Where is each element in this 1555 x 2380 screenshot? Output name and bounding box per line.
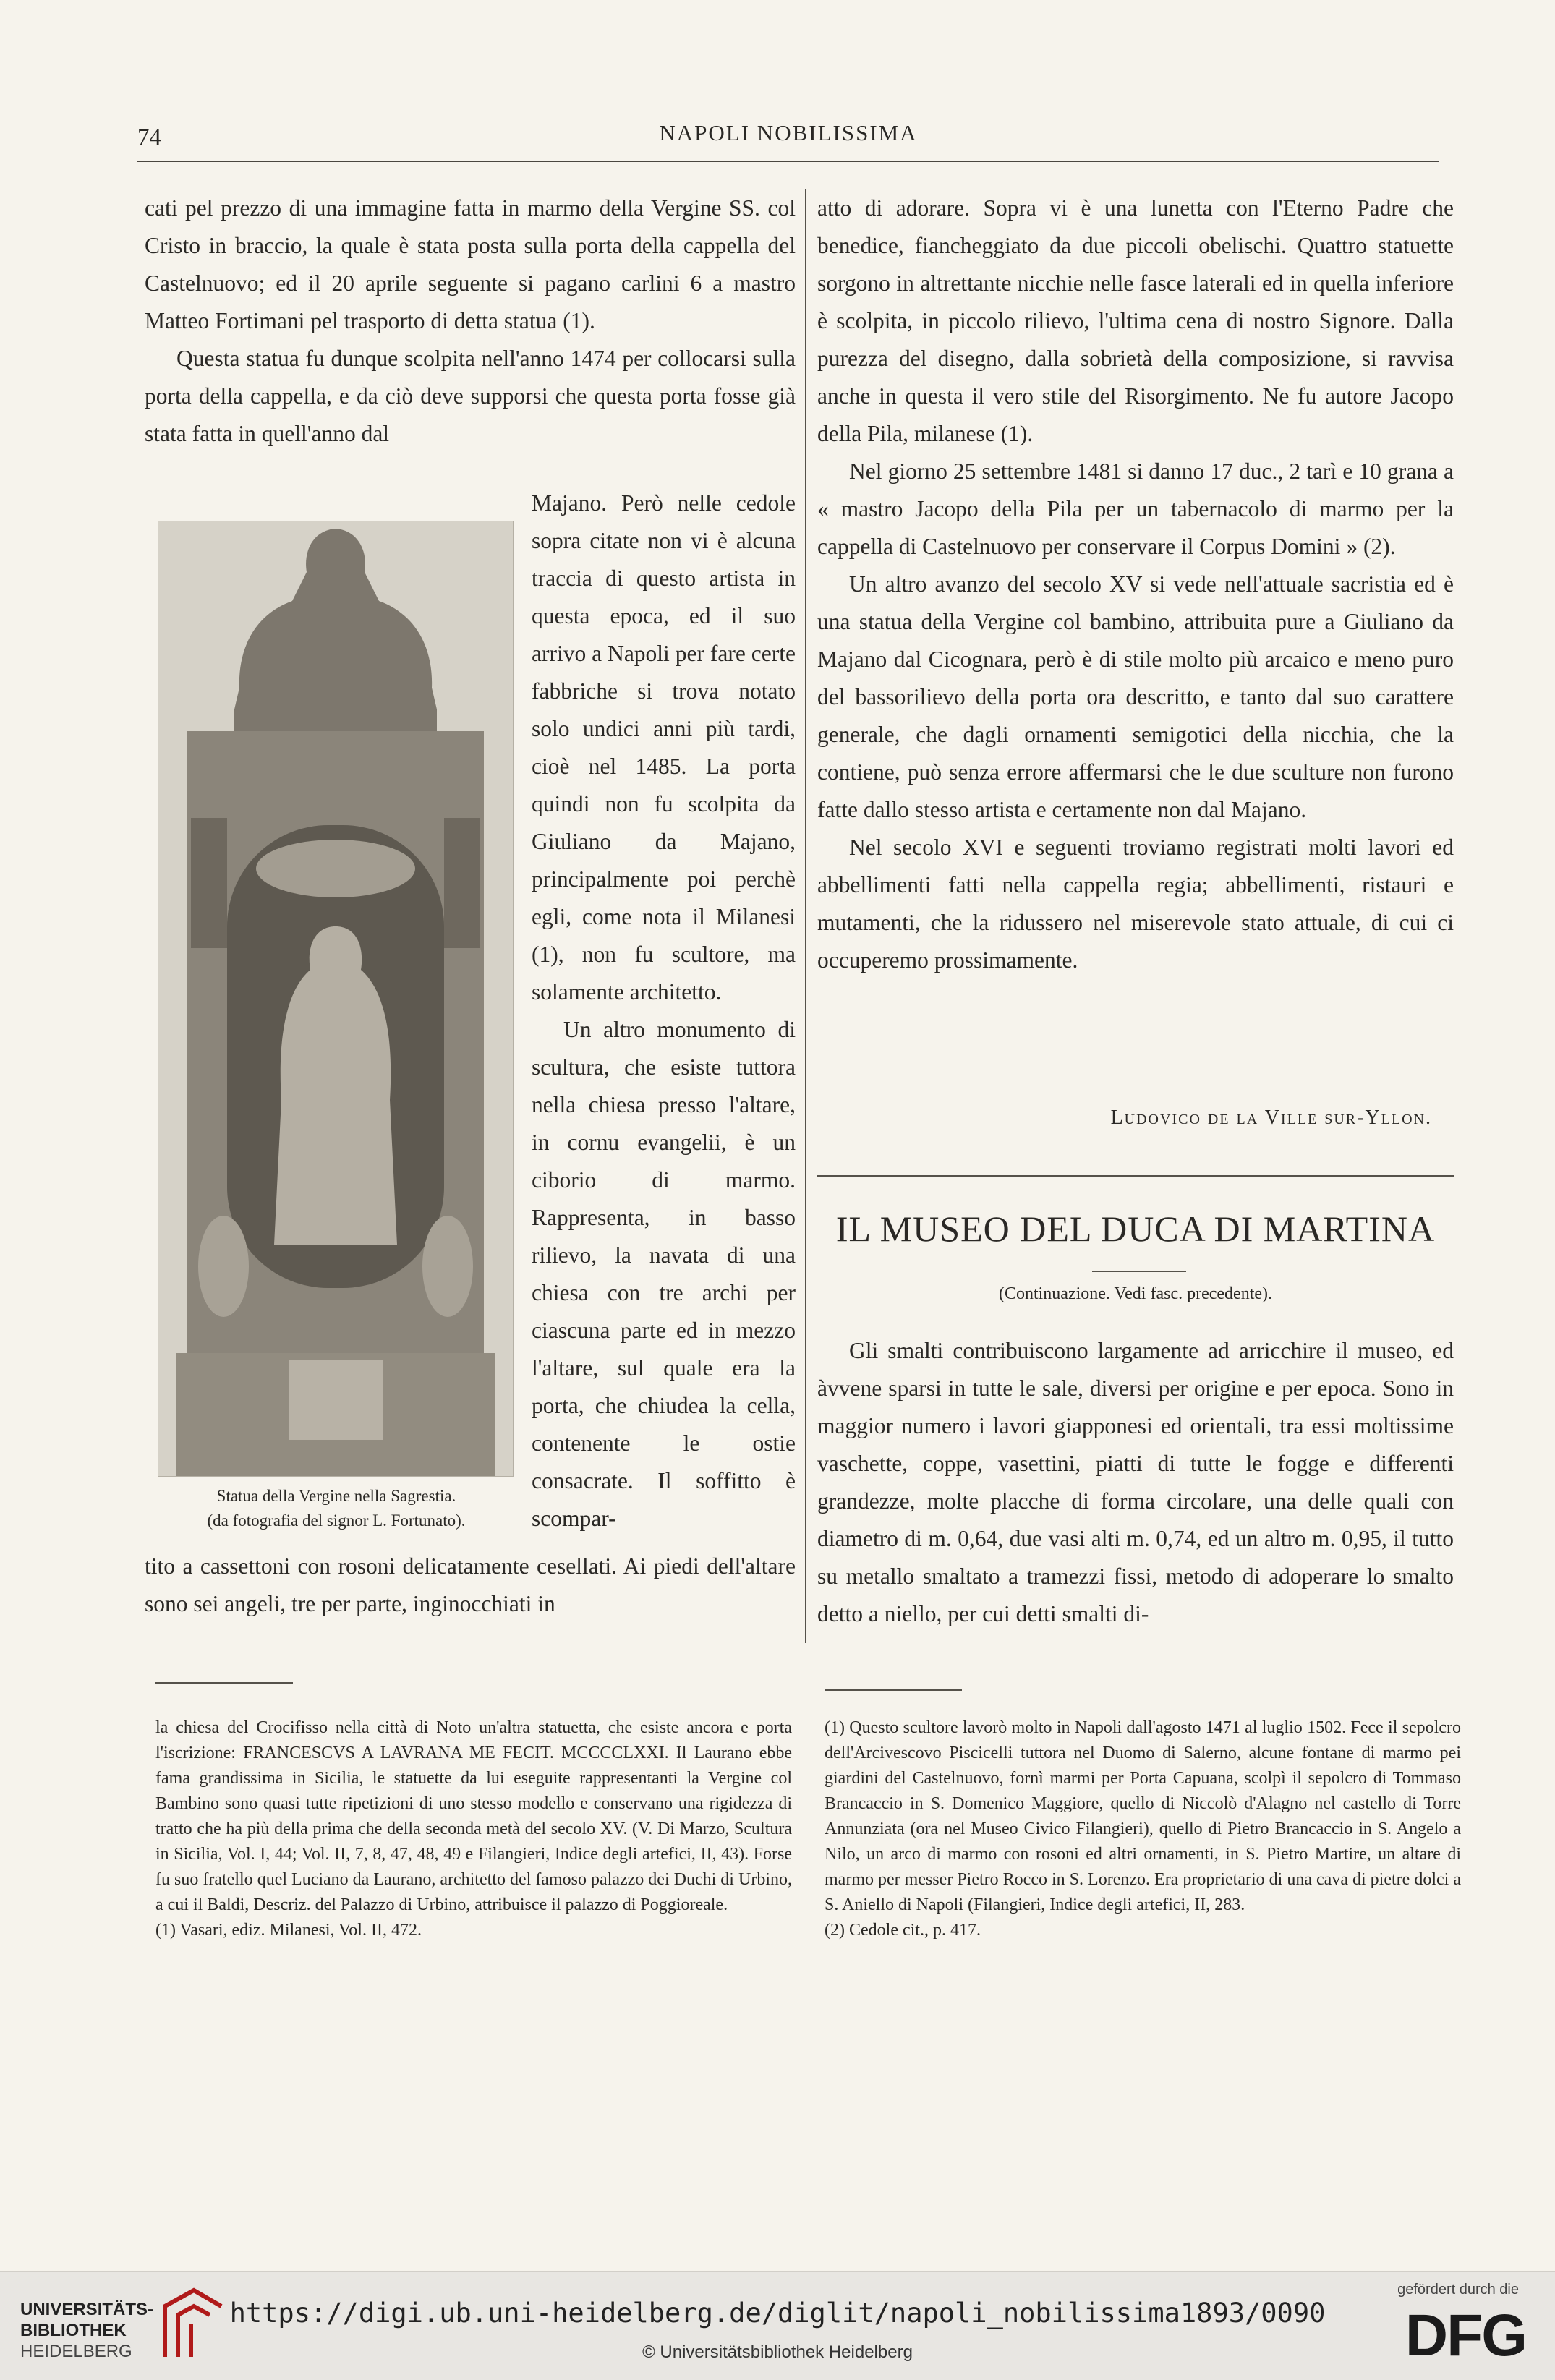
right-column — [817, 189, 1454, 979]
right-paragraph-1: atto di adorare. Sopra vi è una lunetta con l'Eterno Padre che benedice, fiancheggiato da due piccoli obelischi. Quattro statuette sorgono in altrettante nicchie nelle fasce laterali ed in quella inferiore è scolpita, in piccolo rilievo, l'ultima cena di nostro Signore. Dalla purezza del disegno, dalla sobrietà della composizione, si ravvisa anche in questa il vero stile del Risorgimento. Ne fu autore Jacopo della Pila, milanese (1). — [817, 195, 1454, 446]
page-header — [137, 117, 1439, 161]
page-number: 74 — [137, 124, 161, 150]
logo-line-3: HEIDELBERG — [20, 2342, 132, 2361]
column-divider — [805, 189, 806, 1643]
museo-body — [817, 1332, 1454, 1633]
footnote-2-right: (2) Cedole cit., p. 417. — [825, 1921, 981, 1940]
footnote-1-right: (1) Questo scultore lavorò molto in Napoli dall'agosto 1471 al luglio 1502. Fece il sepolcro dell'Arcivescovo Piscicelli tuttora nel Duomo di Salerno, alcune fontane di marmo pei giardini del Castelnuovo, fornì marmi per Porta Capuana, scolpì il sepolcro di Tommaso Brancaccio in S. Domenico Maggiore, quello di Niccolò d'Alagno nel castello di Torre Annunziata (ora nel Museo Civico Filangieri), quello di Pietro Brancaccio in S. Angelo a Nilo, un arco di marmo con rosoni ed altri ornamenti, in S. Pietro Martire, un altare di marmo per messer Pietro Rocco in S. Lorenzo. Era proprietario di una cava di pietre dolci a S. Aniello di Napoli (Filangieri, Indice degli artefici, II, 283. — [825, 1718, 1461, 1914]
funded-by-label: gefördert durch die — [1397, 2282, 1519, 2298]
header-rule — [137, 161, 1439, 162]
logo-line-2: BIBLIOTHEK — [20, 2321, 127, 2340]
running-title: NAPOLI NOBILISSIMA — [659, 120, 918, 145]
left-column — [145, 189, 796, 453]
left-paragraph-2: Questa statua fu dunque scolpita nell'anno 1474 per collocarsi sulla porta della cappella, e da ciò deve supporsi che questa porta fosse già stata fatta in quell'anno dal — [145, 346, 796, 446]
footnote-continuation: la chiesa del Crocifisso nella città di Noto un'altra statuetta, che esiste ancora e porta l'iscrizione: FRANCESCVS A LAVRANA ME FECIT. MCCCCLXXI. Il Laurano ebbe fama grandissima in Sicilia, le statuette da lui eseguite rappresentanti la Vergine col Bambino sono quasi tutte ripetizioni di uno stesso modello e conservano una rigidezza di tratto che ha più della prima che della seconda metà del secolo XV. (V. Di Marzo, Scultura in Sicilia, Vol. I, 44; Vol. II, 7, 8, 47, 48, 49 e Filangieri, Indice degli artefici, II, 43). Forse fu suo fratello quel Luciano da Laurano, architetto del famoso palazzo dei Duchi di Urbino, a cui il Baldi, Descriz. del Palazzo di Urbino, attribuisce il palazzo di Poggioreale. — [156, 1718, 792, 1914]
wrap-paragraph-1: Majano. Però nelle cedole sopra citate non vi è alcuna traccia di questo artista in questa epoca, ed il suo arrivo a Napoli per fare certe fabbriche si trova notato solo undici anni più tardi, cioè nel 1485. La porta quindi non fu scolpita da Giuliano da Majano, principalmente poi perchè egli, come nota il Milanesi (1), non fu scultore, ma solamente architetto. — [532, 490, 796, 1005]
text-beside-figure — [532, 485, 796, 1537]
dfg-logo[interactable]: DFG — [1405, 2303, 1526, 2368]
section-rule — [817, 1175, 1454, 1177]
left-paragraph-1: cati pel prezzo di una immagine fatta in marmo della Vergine SS. col Cristo in braccio, la quale è stata posta sulla porta della cappella del Castelnuovo; ed il 20 aprile seguente si pagano carlini 6 a mastro Matteo Fortimani pel trasporto di detta statua (1). — [145, 195, 796, 333]
right-paragraph-4: Nel secolo XVI e seguenti troviamo registrati molti lavori ed abbellimenti fatti nella cappella regia; abbellimenti, ristauri e mutamenti, che la ridussero nel miserevole stato attuale, di cui ci occuperemo prossimamente. — [817, 835, 1454, 973]
caption-line-2: (da fotografia del signor L. Fortunato). — [207, 1511, 466, 1530]
caption-line-1: Statua della Vergine nella Sagrestia. — [216, 1487, 456, 1505]
library-banner — [0, 2271, 1555, 2380]
left-paragraph-3-end: tito a cassettoni con rosoni delicatamente cesellati. Ai piedi dell'altare sono sei angeli, tre per parte, inginocchiati in — [145, 1553, 796, 1616]
footnote-1-left: (1) Vasari, ediz. Milanesi, Vol. II, 472. — [156, 1921, 422, 1940]
wrap-paragraph-2: Un altro monumento di scultura, che esiste tuttora nella chiesa presso l'altare, in cornu evangelii, è un ciborio di marmo. Rappresenta, in basso rilievo, la navata di una chiesa con tre archi per ciascuna parte ed in mezzo l'altare, sul quale era la porta, che chiudea la cella, contenente le ostie consacrate. Il soffitto è scompar- — [532, 1017, 796, 1531]
footnote-rule-left — [156, 1682, 293, 1684]
statue-illustration — [158, 521, 513, 1476]
left-column-end — [145, 1548, 796, 1623]
author-signature: Ludovico de la Ville sur-Yllon. — [1110, 1106, 1432, 1129]
logo-line-1: UNIVERSITÄTS- — [20, 2300, 154, 2319]
article-subtitle: (Continuazione. Vedi fasc. precedente). — [998, 1284, 1273, 1303]
article-title: IL MUSEO DEL DUCA DI MARTINA — [835, 1208, 1436, 1249]
figure-caption — [156, 1484, 517, 1533]
footnote-rule-right — [825, 1689, 962, 1691]
right-paragraph-3: Un altro avanzo del secolo XV si vede nell'attuale sacristia ed è una statua della Vergine col bambino, attribuita pure a Giuliano da Majano dal Cicognara, però è di stile molto più arcaico e meno puro del bassorilievo della porta ora descritto, e tanto dal suo carattere generale, che dagli ornamenti semigotici della nicchia, che la contiene, può senza errore affermarsi che le due sculture non furono fatte dallo stesso artista e certamente non dal Majano. — [817, 571, 1454, 822]
right-paragraph-2: Nel giorno 25 settembre 1481 si danno 17 duc., 2 tarì e 10 grana a « mastro Jacopo della Pila per un tabernacolo di marmo per la cappella di Castelnuovo per conservare il Corpus Domini » (2). — [817, 458, 1454, 559]
museo-paragraph-1: Gli smalti contribuiscono largamente ad arricchire il museo, ed àvvene sparsi in tutte le sale, diversi per origine e per epoca. Sono in maggior numero i lavori giapponesi ed orientali, tra essi moltissime vaschette, coppe, vasettini, piatti di tutte le fogge e differenti grandezze, molte placche di forma circolare, una delle quali con diametro di m. 0,64, due vasi alti m. 0,74, ed un altro m. 0,95, il tutto su metallo smaltato a tramezzi fissi, metodo di adoperare lo smalto detto a niello, per cui detti smalti di- — [817, 1338, 1454, 1626]
left-footnotes — [156, 1715, 792, 1943]
copyright-notice: © Universitätsbibliothek Heidelberg — [642, 2342, 913, 2362]
permalink-url[interactable]: https://digi.ub.uni-heidelberg.de/diglit/napoli_nobilissima1893/0090 — [229, 2298, 1326, 2329]
right-footnotes — [825, 1715, 1461, 1943]
statue-photograph — [158, 521, 514, 1477]
title-rule — [1092, 1271, 1186, 1272]
